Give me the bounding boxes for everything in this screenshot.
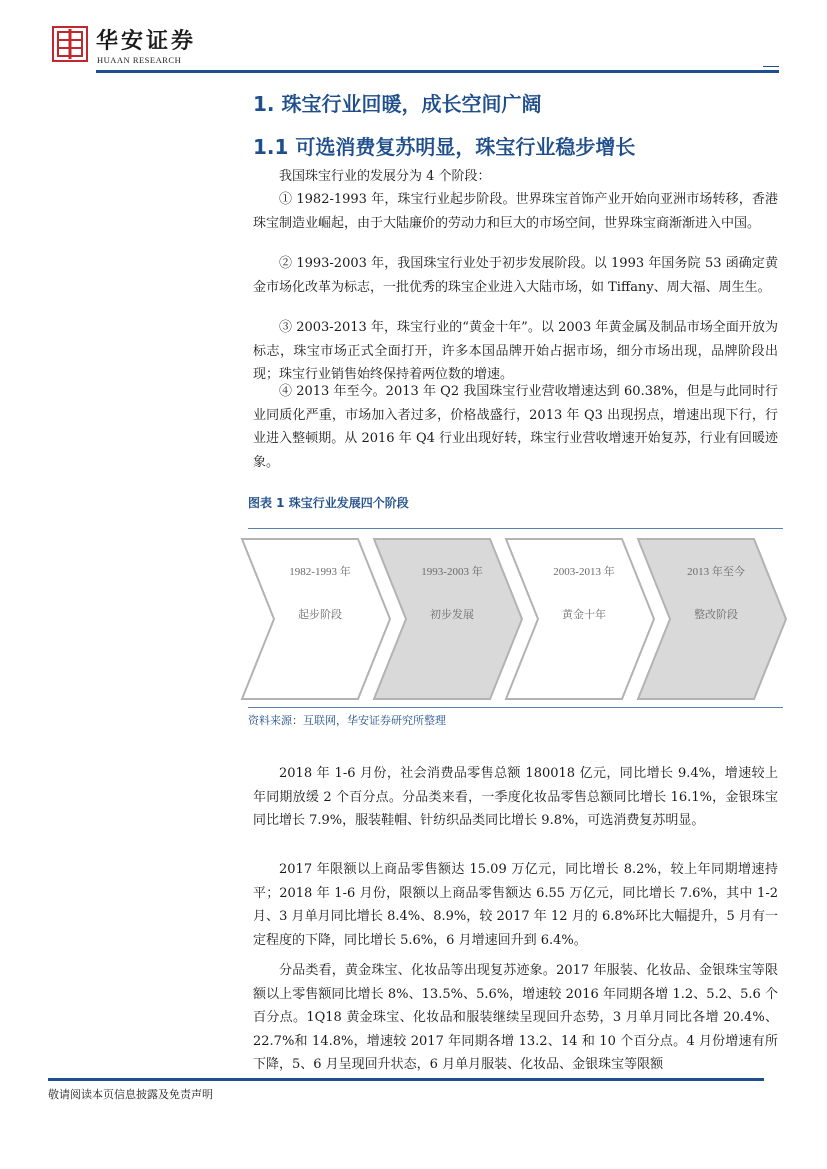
figure-top-rule	[248, 528, 783, 529]
paragraph-stage-3: ③ 2003-2013 年，珠宝行业的“黄金十年”。以 2003 年黄金属及制品市场全面开放为标志，珠宝市场正式全面打开，许多本国品牌开始占据市场，细分市场出现，品牌阶段出现；珠宝行业销售始终保持着两位数的增速。	[253, 320, 778, 382]
stage-3-period: 2003-2013 年	[553, 566, 615, 578]
figure-source: 资料来源：互联网，华安证券研究所整理	[248, 714, 446, 727]
stage-1-period: 1982-1993 年	[289, 566, 351, 578]
footer-divider	[48, 1078, 764, 1081]
stage-4-period: 2013 年至今	[687, 566, 745, 578]
paragraph-retail-sales: 2018 年 1-6 月份，社会消费品零售总额 180018 亿元，同比增长 9.4%，增速较上年同期放缓 2 个百分点。分品类来看，一季度化妆品零售总额同比增长 16.1%，金银珠宝同比增长 7.9%，服装鞋帽、针纺织品类同比增长 9.8%，可选消费复苏明显。	[253, 766, 778, 828]
footer-disclaimer: 敬请阅读本页信息披露及免责声明	[48, 1088, 213, 1101]
figure-bottom-rule	[248, 707, 783, 708]
paragraph-stage-2: ② 1993-2003 年，我国珠宝行业处于初步发展阶段。以 1993 年国务院 53 函确定黄金市场化改革为标志，一批优秀的珠宝企业进入大陆市场，如 Tiffany、周大福、周生生。	[253, 256, 778, 295]
stage-1-name: 起步阶段	[298, 609, 342, 621]
paragraph-stage-1: ① 1982-1993 年，珠宝行业起步阶段。世界珠宝首饰产业开始向亚洲市场转移，香港珠宝制造业崛起，由于大陆廉价的劳动力和巨大的市场空间，世界珠宝商渐渐进入中国。	[253, 192, 778, 231]
header-divider-tail	[763, 66, 779, 67]
paragraph-category: 分品类看，黄金珠宝、化妆品等出现复苏迹象。2017 年服装、化妆品、金银珠宝等限额以上零售额同比增长 8%、13.5%、5.6%，增速较 2016 年同期各增 1.2、5.2、5.6 个百分点。1Q18 黄金珠宝、化妆品和服装继续呈现回升态势，3 月单月同比各增 20.4%、22.7%和 14.8%，增速较 2017 年同期各增 13.2、14 和 10 个百分点。4 月份增速有所下降，5、6 月呈现回升状态，6 月单月服装、化妆品、金银珠宝等限额	[253, 963, 778, 1072]
stage-3-name: 黄金十年	[562, 609, 606, 621]
stage-2-period: 1993-2003 年	[421, 566, 483, 578]
paragraph-above-limit: 2017 年限额以上商品零售额达 15.09 万亿元，同比增长 8.2%，较上年同期增速持平；2018 年 1-6 月份，限额以上商品零售额达 6.55 万亿元，同比增长 7.6%，其中 1-2 月、3 月单月同比增长 8.4%、8.9%，较 2017 年 12 月的 6.8%环比大幅提升，5 月有一定程度的下降，同比增长 5.6%，6 月增速回升到 6.4%。	[253, 862, 778, 948]
brand-name: 华安证券	[96, 28, 197, 54]
header-divider	[96, 70, 779, 73]
stage-4-name: 整改阶段	[694, 609, 738, 621]
stage-2-name: 初步发展	[430, 609, 474, 621]
brand-name-en: HUAAN RESEARCH	[97, 55, 182, 65]
paragraph-intro: 我国珠宝行业的发展分为 4 个阶段：	[279, 169, 491, 184]
subsection-heading: 1.1 可选消费复苏明显，珠宝行业稳步增长	[253, 135, 636, 159]
figure-caption: 图表 1 珠宝行业发展四个阶段	[248, 496, 409, 510]
huaan-logo-icon	[52, 26, 88, 62]
paragraph-stage-4: ④ 2013 年至今。2013 年 Q2 我国珠宝行业营收增速达到 60.38%，但是与此同时行业同质化严重，市场加入者过多，价格战盛行，2013 年 Q3 出现拐点，增速出现下行，行业进入整顿期。从 2016 年 Q4 行业出现好转，珠宝行业营收增速开始复苏，行业有回暖迹象。	[253, 384, 778, 470]
section-heading: 1. 珠宝行业回暖，成长空间广阔	[253, 92, 542, 116]
